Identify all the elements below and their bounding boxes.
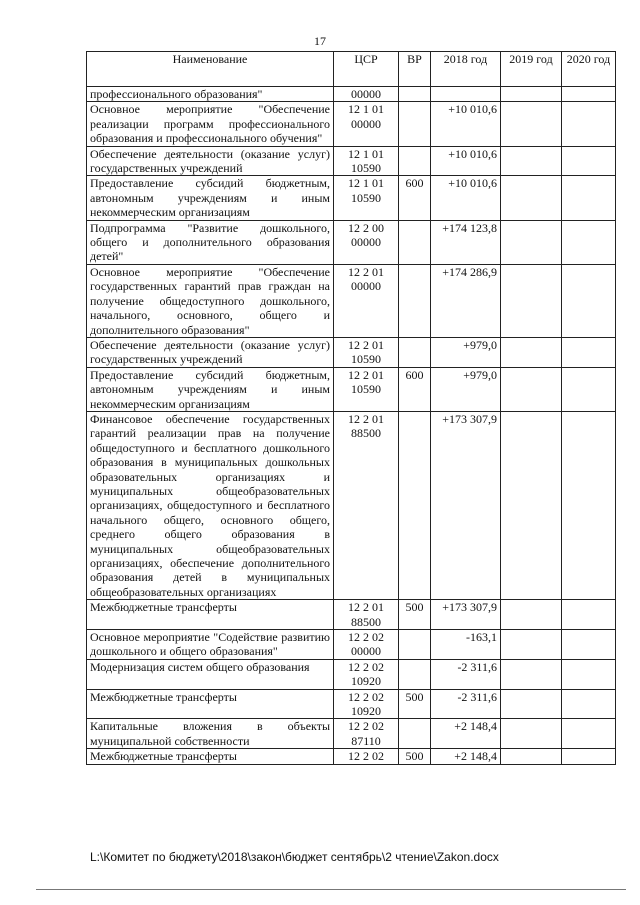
cell-vr — [399, 146, 431, 176]
footer-file-path: L:\Комитет по бюджету\2018\закон\бюджет сентябрь\2 чтение\Zakon.docx — [90, 850, 499, 864]
cell-vr: 600 — [399, 176, 431, 220]
cell-vr — [399, 87, 431, 102]
cell-vr: 500 — [399, 749, 431, 764]
budget-table — [86, 51, 616, 765]
cell-2018: +173 307,9 — [431, 411, 501, 599]
page-number: 17 — [314, 34, 326, 48]
cell-2019 — [501, 87, 562, 102]
cell-csr: 12 1 01 10590 — [334, 176, 399, 220]
table-row — [87, 337, 616, 367]
cell-2018: -2 311,6 — [431, 659, 501, 689]
cell-csr: 00000 — [334, 87, 399, 102]
cell-2019 — [501, 411, 562, 599]
header-vr: ВР — [399, 52, 431, 87]
cell-2018: +10 010,6 — [431, 102, 501, 146]
cell-2020 — [562, 600, 616, 630]
cell-2020 — [562, 659, 616, 689]
cell-2019 — [501, 689, 562, 719]
cell-csr: 12 2 02 — [334, 749, 399, 764]
cell-2020 — [562, 264, 616, 337]
cell-name: Модернизация систем общего образования — [87, 659, 334, 689]
cell-name: Подпрограмма "Развитие дошкольного, общего и дополнительного образования детей" — [87, 220, 334, 264]
cell-2019 — [501, 337, 562, 367]
cell-2018: +173 307,9 — [431, 600, 501, 630]
cell-2020 — [562, 146, 616, 176]
table-row — [87, 600, 616, 630]
cell-csr: 12 2 01 00000 — [334, 264, 399, 337]
cell-name: Основное мероприятие "Обеспечение реализации программ профессионального образования и профессионального обучения" — [87, 102, 334, 146]
cell-2020 — [562, 719, 616, 749]
cell-2019 — [501, 630, 562, 660]
cell-name: Межбюджетные трансферты — [87, 600, 334, 630]
cell-2020 — [562, 337, 616, 367]
cell-vr: 500 — [399, 600, 431, 630]
cell-vr — [399, 411, 431, 599]
table-row — [87, 176, 616, 220]
cell-2018: +979,0 — [431, 367, 501, 411]
table-row — [87, 102, 616, 146]
cell-2018: -163,1 — [431, 630, 501, 660]
cell-csr: 12 2 01 10590 — [334, 367, 399, 411]
cell-2018: +979,0 — [431, 337, 501, 367]
cell-name: профессионального образования" — [87, 87, 334, 102]
cell-2019 — [501, 749, 562, 764]
table-row — [87, 659, 616, 689]
table-row — [87, 630, 616, 660]
cell-csr: 12 2 02 10920 — [334, 689, 399, 719]
cell-2019 — [501, 264, 562, 337]
cell-2020 — [562, 367, 616, 411]
cell-vr — [399, 337, 431, 367]
cell-name: Обеспечение деятельности (оказание услуг) государственных учреждений — [87, 146, 334, 176]
cell-2020 — [562, 689, 616, 719]
cell-2019 — [501, 719, 562, 749]
cell-vr — [399, 659, 431, 689]
cell-vr — [399, 719, 431, 749]
cell-2020 — [562, 102, 616, 146]
cell-2019 — [501, 600, 562, 630]
cell-vr: 600 — [399, 367, 431, 411]
cell-2020 — [562, 87, 616, 102]
bottom-divider — [36, 889, 626, 890]
table-row — [87, 411, 616, 599]
cell-name: Обеспечение деятельности (оказание услуг) государственных учреждений — [87, 337, 334, 367]
cell-name: Финансовое обеспечение государственных гарантий реализации прав на получение общедоступного и бесплатного дошкольного образования в муниципальных дошкольных образовательных организациях и муниципальных общеобразовательных организациях, общедоступного и бесплатного начального общего, основного общего, среднего общего образования в муниципальных общеобразовательных организациях, обеспечение дополнительного образования детей в муниципальных общеобразовательных организациях — [87, 411, 334, 599]
cell-csr: 12 1 01 00000 — [334, 102, 399, 146]
table-row — [87, 749, 616, 764]
header-2019: 2019 год — [501, 52, 562, 87]
cell-vr — [399, 264, 431, 337]
cell-2018: +174 286,9 — [431, 264, 501, 337]
cell-name: Предоставление субсидий бюджетным, автономным учреждениям и иным некоммерческим организациям — [87, 176, 334, 220]
cell-2020 — [562, 630, 616, 660]
cell-csr: 12 2 00 00000 — [334, 220, 399, 264]
cell-vr — [399, 220, 431, 264]
cell-vr: 500 — [399, 689, 431, 719]
cell-csr: 12 1 01 10590 — [334, 146, 399, 176]
cell-vr — [399, 102, 431, 146]
cell-2018: +174 123,8 — [431, 220, 501, 264]
cell-csr: 12 2 01 88500 — [334, 411, 399, 599]
cell-csr: 12 2 02 00000 — [334, 630, 399, 660]
cell-csr: 12 2 01 10590 — [334, 337, 399, 367]
cell-2020 — [562, 220, 616, 264]
cell-2018: +10 010,6 — [431, 176, 501, 220]
cell-2020 — [562, 749, 616, 764]
table-row — [87, 87, 616, 102]
cell-name: Основное мероприятие "Содействие развитию дошкольного и общего образования" — [87, 630, 334, 660]
cell-name: Межбюджетные трансферты — [87, 689, 334, 719]
cell-name: Основное мероприятие "Обеспечение государственных гарантий прав граждан на получение общедоступного дошкольного, начального, основного, общего и дополнительного образования" — [87, 264, 334, 337]
header-name: Наименование — [87, 52, 334, 87]
cell-2019 — [501, 220, 562, 264]
table-row — [87, 689, 616, 719]
cell-vr — [399, 630, 431, 660]
header-2020: 2020 год — [562, 52, 616, 87]
cell-csr: 12 2 01 88500 — [334, 600, 399, 630]
cell-csr: 12 2 02 87110 — [334, 719, 399, 749]
cell-2019 — [501, 176, 562, 220]
table-row — [87, 146, 616, 176]
cell-name: Капитальные вложения в объекты муниципальной собственности — [87, 719, 334, 749]
table-row — [87, 220, 616, 264]
cell-name: Предоставление субсидий бюджетным, автономным учреждениям и иным некоммерческим организациям — [87, 367, 334, 411]
cell-2019 — [501, 146, 562, 176]
table-header-row — [87, 52, 616, 87]
cell-2018: +2 148,4 — [431, 749, 501, 764]
header-2018: 2018 год — [431, 52, 501, 87]
table-row — [87, 367, 616, 411]
cell-2019 — [501, 102, 562, 146]
table-row — [87, 719, 616, 749]
cell-2019 — [501, 367, 562, 411]
header-csr: ЦСР — [334, 52, 399, 87]
cell-name: Межбюджетные трансферты — [87, 749, 334, 764]
cell-csr: 12 2 02 10920 — [334, 659, 399, 689]
cell-2020 — [562, 176, 616, 220]
cell-2018 — [431, 87, 501, 102]
cell-2019 — [501, 659, 562, 689]
table-row — [87, 264, 616, 337]
cell-2018: +10 010,6 — [431, 146, 501, 176]
cell-2020 — [562, 411, 616, 599]
cell-2018: +2 148,4 — [431, 719, 501, 749]
cell-2018: -2 311,6 — [431, 689, 501, 719]
